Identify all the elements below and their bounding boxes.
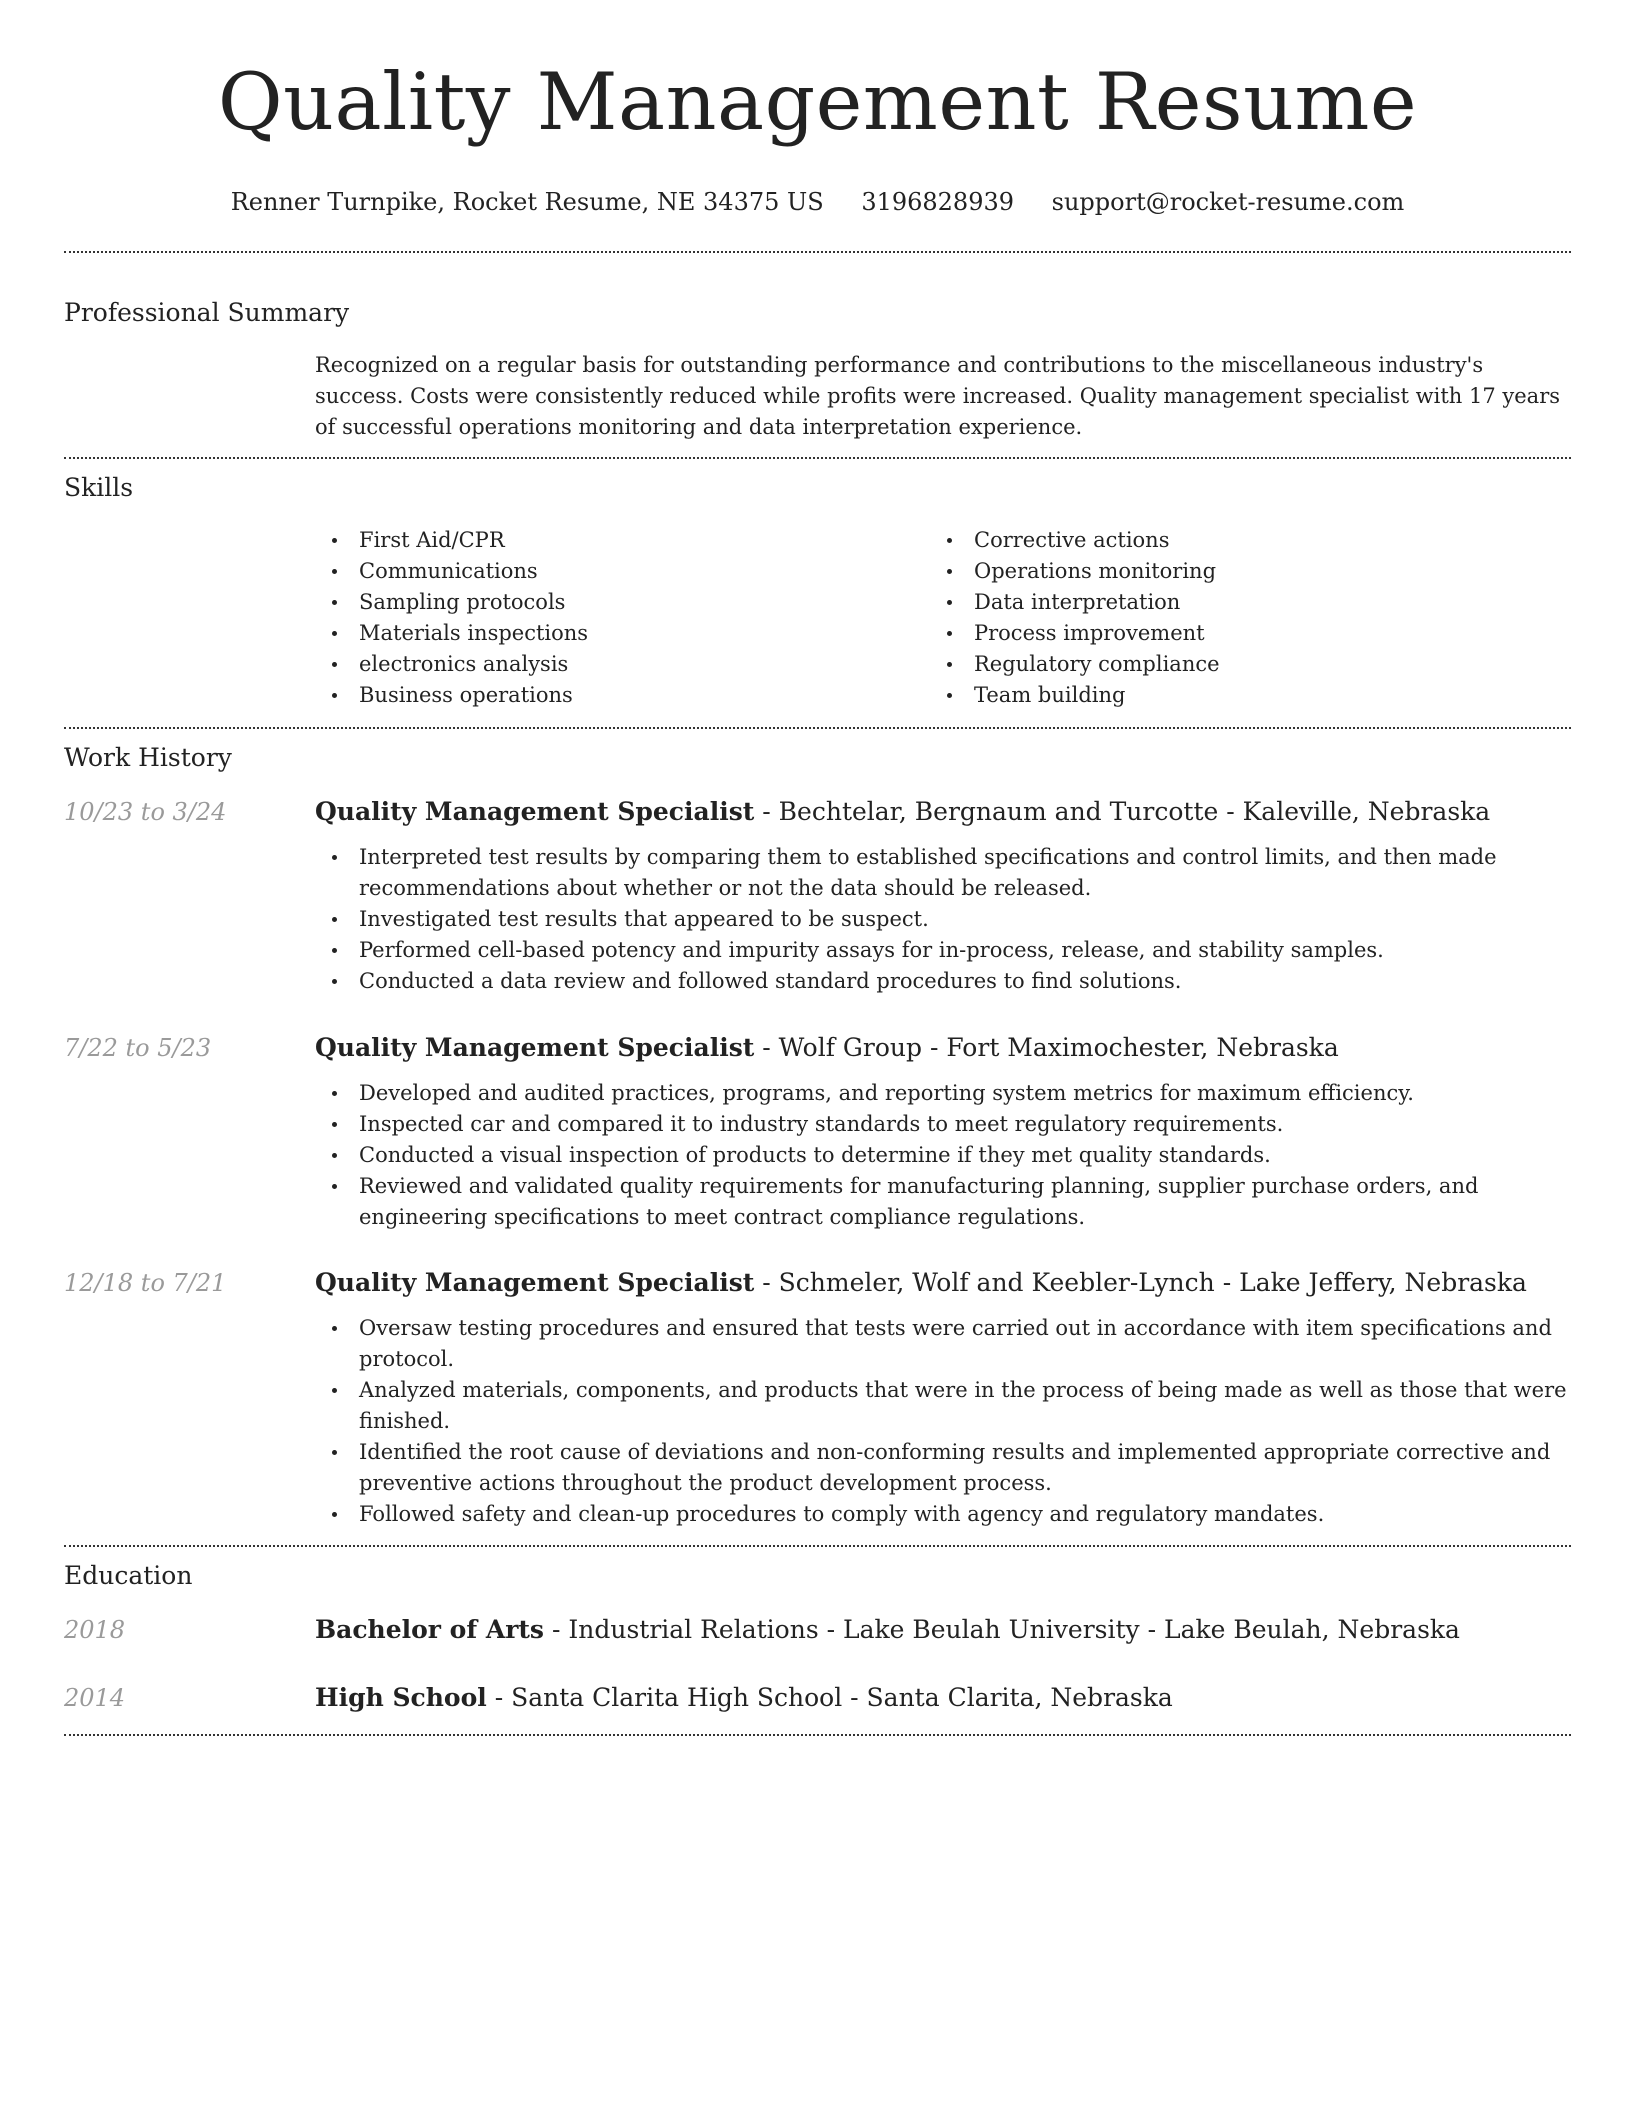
education-school: - Industrial Relations - Lake Beulah University - Lake Beulah, Nebraska (544, 1615, 1460, 1644)
job-employer: - Schmeler, Wolf and Keebler-Lynch - Lake Jeffery, Nebraska (754, 1268, 1527, 1297)
duty-item: Oversaw testing procedures and ensured that tests were carried out in accordance with item specifications and protocol. (315, 1313, 1571, 1375)
duty-item: Developed and audited practices, programs, and reporting system metrics for maximum efficiency. (315, 1078, 1571, 1109)
duty-item: Conducted a visual inspection of products to determine if they met quality standards. (315, 1140, 1571, 1171)
duty-item: Performed cell-based potency and impurity assays for in-process, release, and stability samples. (315, 935, 1571, 966)
summary-text: Recognized on a regular basis for outstanding performance and contributions to the miscellaneous industry's success. Costs were consistently reduced while profits were increased. Quality management specialist with 17 years of successful operations monitoring and data interpretation experience. (315, 353, 1561, 439)
education-school: - Santa Clarita High School - Santa Clarita, Nebraska (486, 1683, 1173, 1712)
skill-item: electronics analysis (315, 649, 930, 680)
duty-item: Conducted a data review and followed standard procedures to find solutions. (315, 966, 1571, 997)
skill-item: Team building (930, 680, 1545, 711)
skill-item: Corrective actions (930, 525, 1545, 556)
job-body (315, 1266, 1571, 1530)
duty-item: Interpreted test results by comparing them to established specifications and control limits, and then made recommendations about whether or not the data should be released. (315, 842, 1571, 904)
job-date: 10/23 to 3/24 (64, 798, 227, 826)
divider (64, 1545, 1571, 1547)
job-date: 7/22 to 5/23 (64, 1034, 212, 1062)
skill-item: Sampling protocols (315, 587, 930, 618)
job-date: 12/18 to 7/21 (64, 1269, 227, 1297)
education-heading: Education (64, 1561, 193, 1590)
contact-email: support@rocket-resume.com (1051, 188, 1405, 216)
contact-line (64, 186, 1571, 218)
job-duties (315, 842, 1571, 997)
job-entry (64, 1266, 1571, 1530)
duty-item: Analyzed materials, components, and products that were in the process of being made as well as those that were finished. (315, 1375, 1571, 1437)
job-role: Quality Management Specialist (315, 797, 755, 826)
skills-column-left (315, 525, 930, 711)
resume-page (64, 0, 1571, 1736)
education-entry (64, 1613, 1571, 1647)
education-heading-line (315, 1613, 1460, 1647)
skill-item: Communications (315, 556, 930, 587)
education-entry (64, 1681, 1571, 1715)
divider (64, 1734, 1571, 1736)
job-entry (64, 1031, 1571, 1233)
skill-item: Materials inspections (315, 618, 930, 649)
education-year: 2014 (64, 1684, 126, 1712)
skill-item: Operations monitoring (930, 556, 1545, 587)
education-degree: High School (315, 1683, 487, 1712)
skill-item: Process improvement (930, 618, 1545, 649)
job-role: Quality Management Specialist (315, 1033, 755, 1062)
skill-item: Data interpretation (930, 587, 1545, 618)
job-employer: - Bechtelar, Bergnaum and Turcotte - Kaleville, Nebraska (754, 797, 1491, 826)
job-heading (315, 795, 1571, 829)
duty-item: Followed safety and clean-up procedures to comply with agency and regulatory mandates. (315, 1499, 1571, 1530)
contact-address: Renner Turnpike, Rocket Resume, NE 34375 US (230, 188, 824, 216)
education-heading-line (315, 1681, 1173, 1715)
resume-title: Quality Management Resume (217, 56, 1418, 148)
skills-list (315, 525, 1571, 711)
skill-item: First Aid/CPR (315, 525, 930, 556)
summary-heading: Professional Summary (64, 298, 350, 327)
job-body (315, 795, 1571, 997)
job-entry (64, 795, 1571, 997)
duty-item: Identified the root cause of deviations and non-conforming results and implemented appropriate corrective and preventive actions throughout the product development process. (315, 1437, 1571, 1499)
skills-heading: Skills (64, 473, 134, 502)
education-degree: Bachelor of Arts (315, 1615, 545, 1644)
duty-item: Inspected car and compared it to industry standards to meet regulatory requirements. (315, 1109, 1571, 1140)
job-employer: - Wolf Group - Fort Maximochester, Nebraska (754, 1033, 1339, 1062)
divider (64, 251, 1571, 253)
contact-phone: 3196828939 (861, 188, 1015, 216)
education-year: 2018 (64, 1616, 126, 1644)
job-role: Quality Management Specialist (315, 1268, 755, 1297)
divider (64, 727, 1571, 729)
job-heading (315, 1031, 1571, 1065)
skill-item: Business operations (315, 680, 930, 711)
skills-column-right (930, 525, 1545, 711)
duty-item: Reviewed and validated quality requirements for manufacturing planning, supplier purchase orders, and engineering specifications to meet contract compliance regulations. (315, 1171, 1571, 1233)
work-history-heading: Work History (64, 743, 232, 772)
job-heading (315, 1266, 1571, 1300)
duty-item: Investigated test results that appeared to be suspect. (315, 904, 1571, 935)
divider (64, 457, 1571, 459)
job-duties (315, 1313, 1571, 1530)
job-duties (315, 1078, 1571, 1233)
job-body (315, 1031, 1571, 1233)
skill-item: Regulatory compliance (930, 649, 1545, 680)
